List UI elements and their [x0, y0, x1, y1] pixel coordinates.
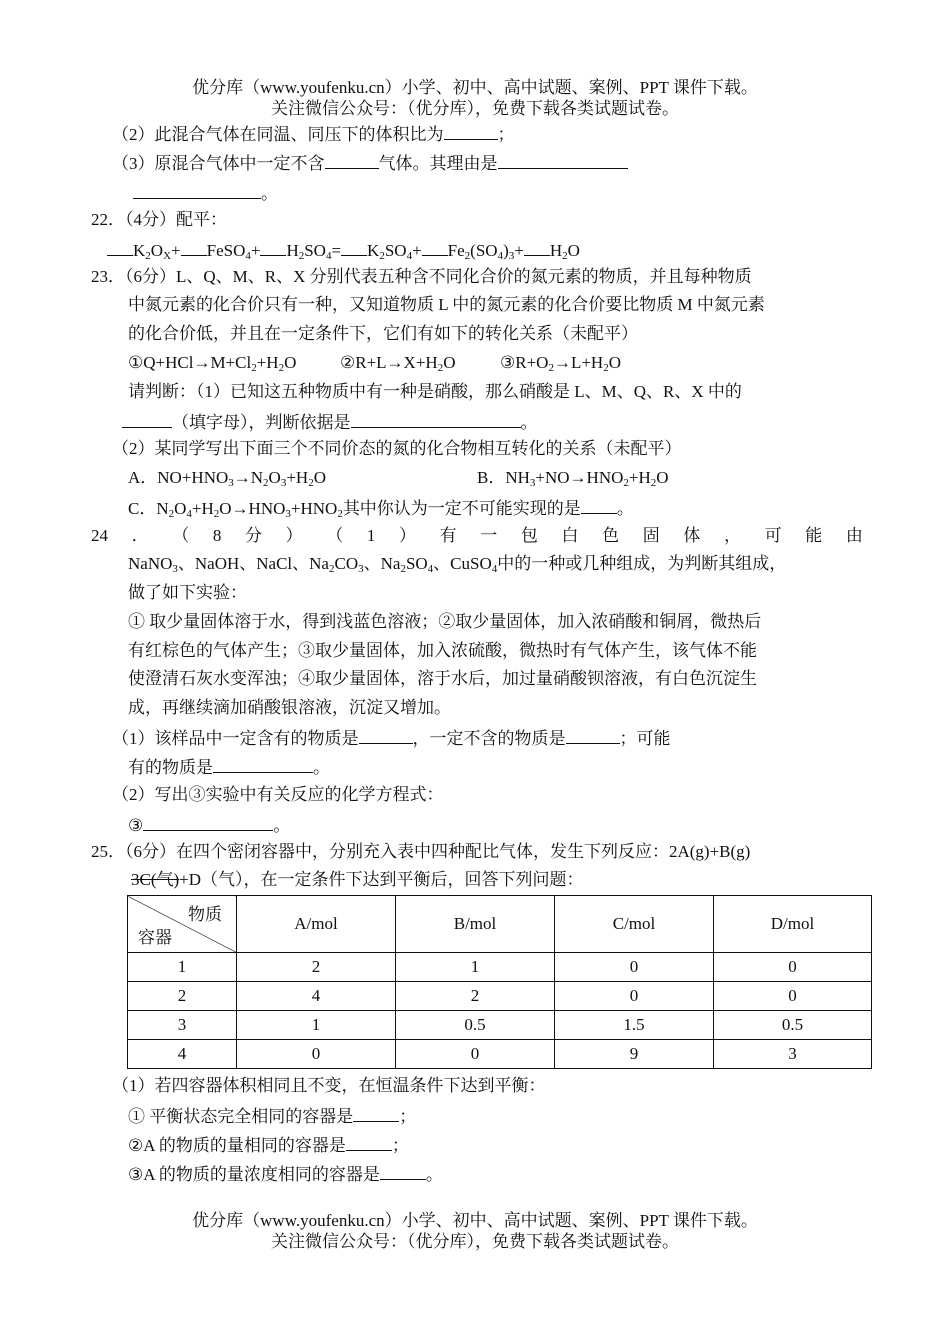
coef-blank[interactable] — [422, 238, 448, 256]
table-header: D/mol — [714, 896, 872, 953]
blank[interactable] — [359, 726, 413, 744]
table-cell: 2 — [396, 982, 555, 1011]
coef-blank[interactable] — [341, 238, 367, 256]
q23-line-7: （2）某同学写出下面三个不同价态的氮的化合物相互转化的关系（未配平） — [112, 439, 682, 458]
q23-line-5: 请判断：（1）已知这五种物质中有一种是硝酸，那么硝酸是 L、M、Q、R、X 中的 — [128, 382, 742, 401]
blank[interactable] — [133, 181, 261, 199]
table-cell: 9 — [555, 1040, 714, 1069]
coef-blank[interactable] — [260, 238, 286, 256]
q25-line-1: 25．（6分）在四个密闭容器中，分别充入表中四种配比气体，发生下列反应：2A(g)+B(g) — [91, 842, 751, 861]
q25-table — [127, 895, 872, 1069]
blank[interactable] — [325, 151, 379, 169]
q23-line-1: 23．（6分）L、Q、M、R、X 分别代表五种含不同化合价的氮元素的物质，并且每种物质 — [91, 267, 752, 286]
blank[interactable] — [581, 496, 617, 514]
footer-line-1: 优分库（www.youfenku.cn）小学、初中、高中试题、案例、PPT 课件下载。 — [192, 1211, 758, 1230]
table-header: B/mol — [396, 896, 555, 953]
table-cell: 0.5 — [714, 1011, 872, 1040]
table-cell: 0.5 — [396, 1011, 555, 1040]
table-row — [128, 982, 872, 1011]
q25-sub-2: ②A 的物质的量相同的容器是 ； — [128, 1133, 409, 1157]
q25-sub-3: ③A 的物质的量浓度相同的容器是 。 — [128, 1162, 443, 1186]
table-cell: 1 — [396, 953, 555, 982]
table-cell: 2 — [128, 982, 237, 1011]
blank[interactable] — [566, 726, 620, 744]
q22-title: 22．（4分）配平： — [91, 210, 227, 229]
q23-line-6: （填字母），判断依据是 。 — [122, 410, 538, 434]
blank[interactable] — [498, 151, 628, 169]
coef-blank[interactable] — [181, 238, 207, 256]
header-line-1: 优分库（www.youfenku.cn）小学、初中、高中试题、案例、PPT 课件下载。 — [192, 78, 758, 97]
q23-reaction-1: $①Q+HCl\to M+Cl_2+H_2O$ — [128, 353, 297, 374]
footer-line-2: 关注微信公众号：（优分库），免费下载各类试题试卷。 — [271, 1232, 679, 1251]
q24-line-2: NaNO$_3$、NaOH、NaCl、$Na_2CO_3$、$Na_2SO_4$、CuSO$_4$中的一种或几种组成，为判断其组成， — [128, 554, 787, 575]
table-cell: 0 — [714, 953, 872, 982]
table-header: A/mol — [237, 896, 396, 953]
q24-line-6: 使澄清石灰水变浑浊；④取少量固体，溶于水后，加过量硝酸钡溶液，有白色沉淀生 — [128, 669, 757, 688]
blank[interactable] — [346, 1133, 392, 1151]
q23-reaction-3: $③R+O_2\to L+H_2O$ — [500, 353, 621, 374]
q24-line-8: （1）该样品中一定含有的物质是 ，一定不含的物质是 ；可能 — [112, 726, 671, 750]
q24-line-7: 成，再继续滴加硝酸银溶液，沉淀又增加。 — [128, 698, 451, 717]
q23-line-3: 的化合价低，并且在一定条件下，它们有如下的转化关系（未配平） — [128, 324, 638, 343]
table-cell: 0 — [555, 953, 714, 982]
q25-part1: （1）若四容器体积相同且不变，在恒温条件下达到平衡： — [112, 1076, 546, 1095]
table-cell: 0 — [714, 982, 872, 1011]
q23-option-c: C．$N_2O_4+H_2O\to HNO_3+HNO_2$其中你认为一定不可能实现的是 。 — [128, 496, 634, 520]
table-cell: 1 — [128, 953, 237, 982]
header-line-2: 关注微信公众号：（优分库），免费下载各类试题试卷。 — [271, 99, 679, 118]
coef-blank[interactable] — [107, 238, 133, 256]
table-row — [128, 1040, 872, 1069]
q22-equation: $K_2O_X+$ FeSO$_4$+ $H_2SO_4= K_2SO_4+ Fe_2(SO_4)_3+ H_2O$ — [107, 238, 580, 262]
blank[interactable] — [122, 410, 172, 428]
q24-line-3: 做了如下实验： — [128, 583, 247, 602]
q23-option-b: B．$NH_3+NO\to HNO_2+H_2O$ — [477, 468, 669, 489]
q24-line-5: 有红棕色的气体产生；③取少量固体，加入浓硫酸，微热时有气体产生，该气体不能 — [128, 641, 757, 660]
q24-line-11: ③ 。 — [128, 813, 290, 837]
table-cell: 1 — [237, 1011, 396, 1040]
table-cell: 0 — [555, 982, 714, 1011]
table-cell: 3 — [128, 1011, 237, 1040]
blank[interactable] — [213, 755, 313, 773]
table-row — [128, 1011, 872, 1040]
blank[interactable] — [143, 813, 273, 831]
coef-blank[interactable] — [524, 238, 550, 256]
table-cell: 0 — [396, 1040, 555, 1069]
q21-part3-cont: 。 — [133, 181, 278, 205]
q25-sub-1: ① 平衡状态完全相同的容器是 ； — [128, 1104, 416, 1128]
table-cell: 1.5 — [555, 1011, 714, 1040]
blank[interactable] — [380, 1162, 426, 1180]
q23-option-a: A．$NO+HNO_3\to N_2O_3+H_2O$ — [128, 468, 326, 489]
table-cell: 0 — [237, 1040, 396, 1069]
q25-line-2: 3C(气)+D（气），在一定条件下达到平衡后，回答下列问题： — [131, 870, 584, 889]
q24-line-1: 24 ． （ 8 分 ） （ 1 ） 有 一 包 白 色 固 体 ， 可 能 由 — [91, 526, 863, 545]
table-header: C/mol — [555, 896, 714, 953]
table-cell: 3 — [714, 1040, 872, 1069]
table-corner: 物质 容器 — [128, 896, 237, 953]
q24-line-9: 有的物质是 。 — [128, 755, 330, 779]
blank[interactable] — [353, 1104, 399, 1122]
q23-line-2: 中氮元素的化合价只有一种，又知道物质 L 中的氮元素的化合价要比物质 M 中氮元素 — [128, 295, 765, 314]
blank[interactable] — [351, 410, 521, 428]
table-cell: 4 — [128, 1040, 237, 1069]
q24-line-4: ① 取少量固体溶于水，得到浅蓝色溶液；②取少量固体，加入浓硝酸和铜屑，微热后 — [128, 612, 762, 631]
table-row — [128, 953, 872, 982]
q24-line-10: （2）写出③实验中有关反应的化学方程式： — [112, 785, 444, 804]
q21-part3: （3）原混合气体中一定不含 气体。其理由是 — [112, 151, 628, 175]
blank[interactable] — [444, 122, 498, 140]
table-cell: 2 — [237, 953, 396, 982]
q21-part2: （2）此混合气体在同温、同压下的体积比为 ； — [112, 122, 515, 146]
q23-reaction-2: $②R+L\to X+H_2O$ — [340, 353, 456, 374]
table-cell: 4 — [237, 982, 396, 1011]
